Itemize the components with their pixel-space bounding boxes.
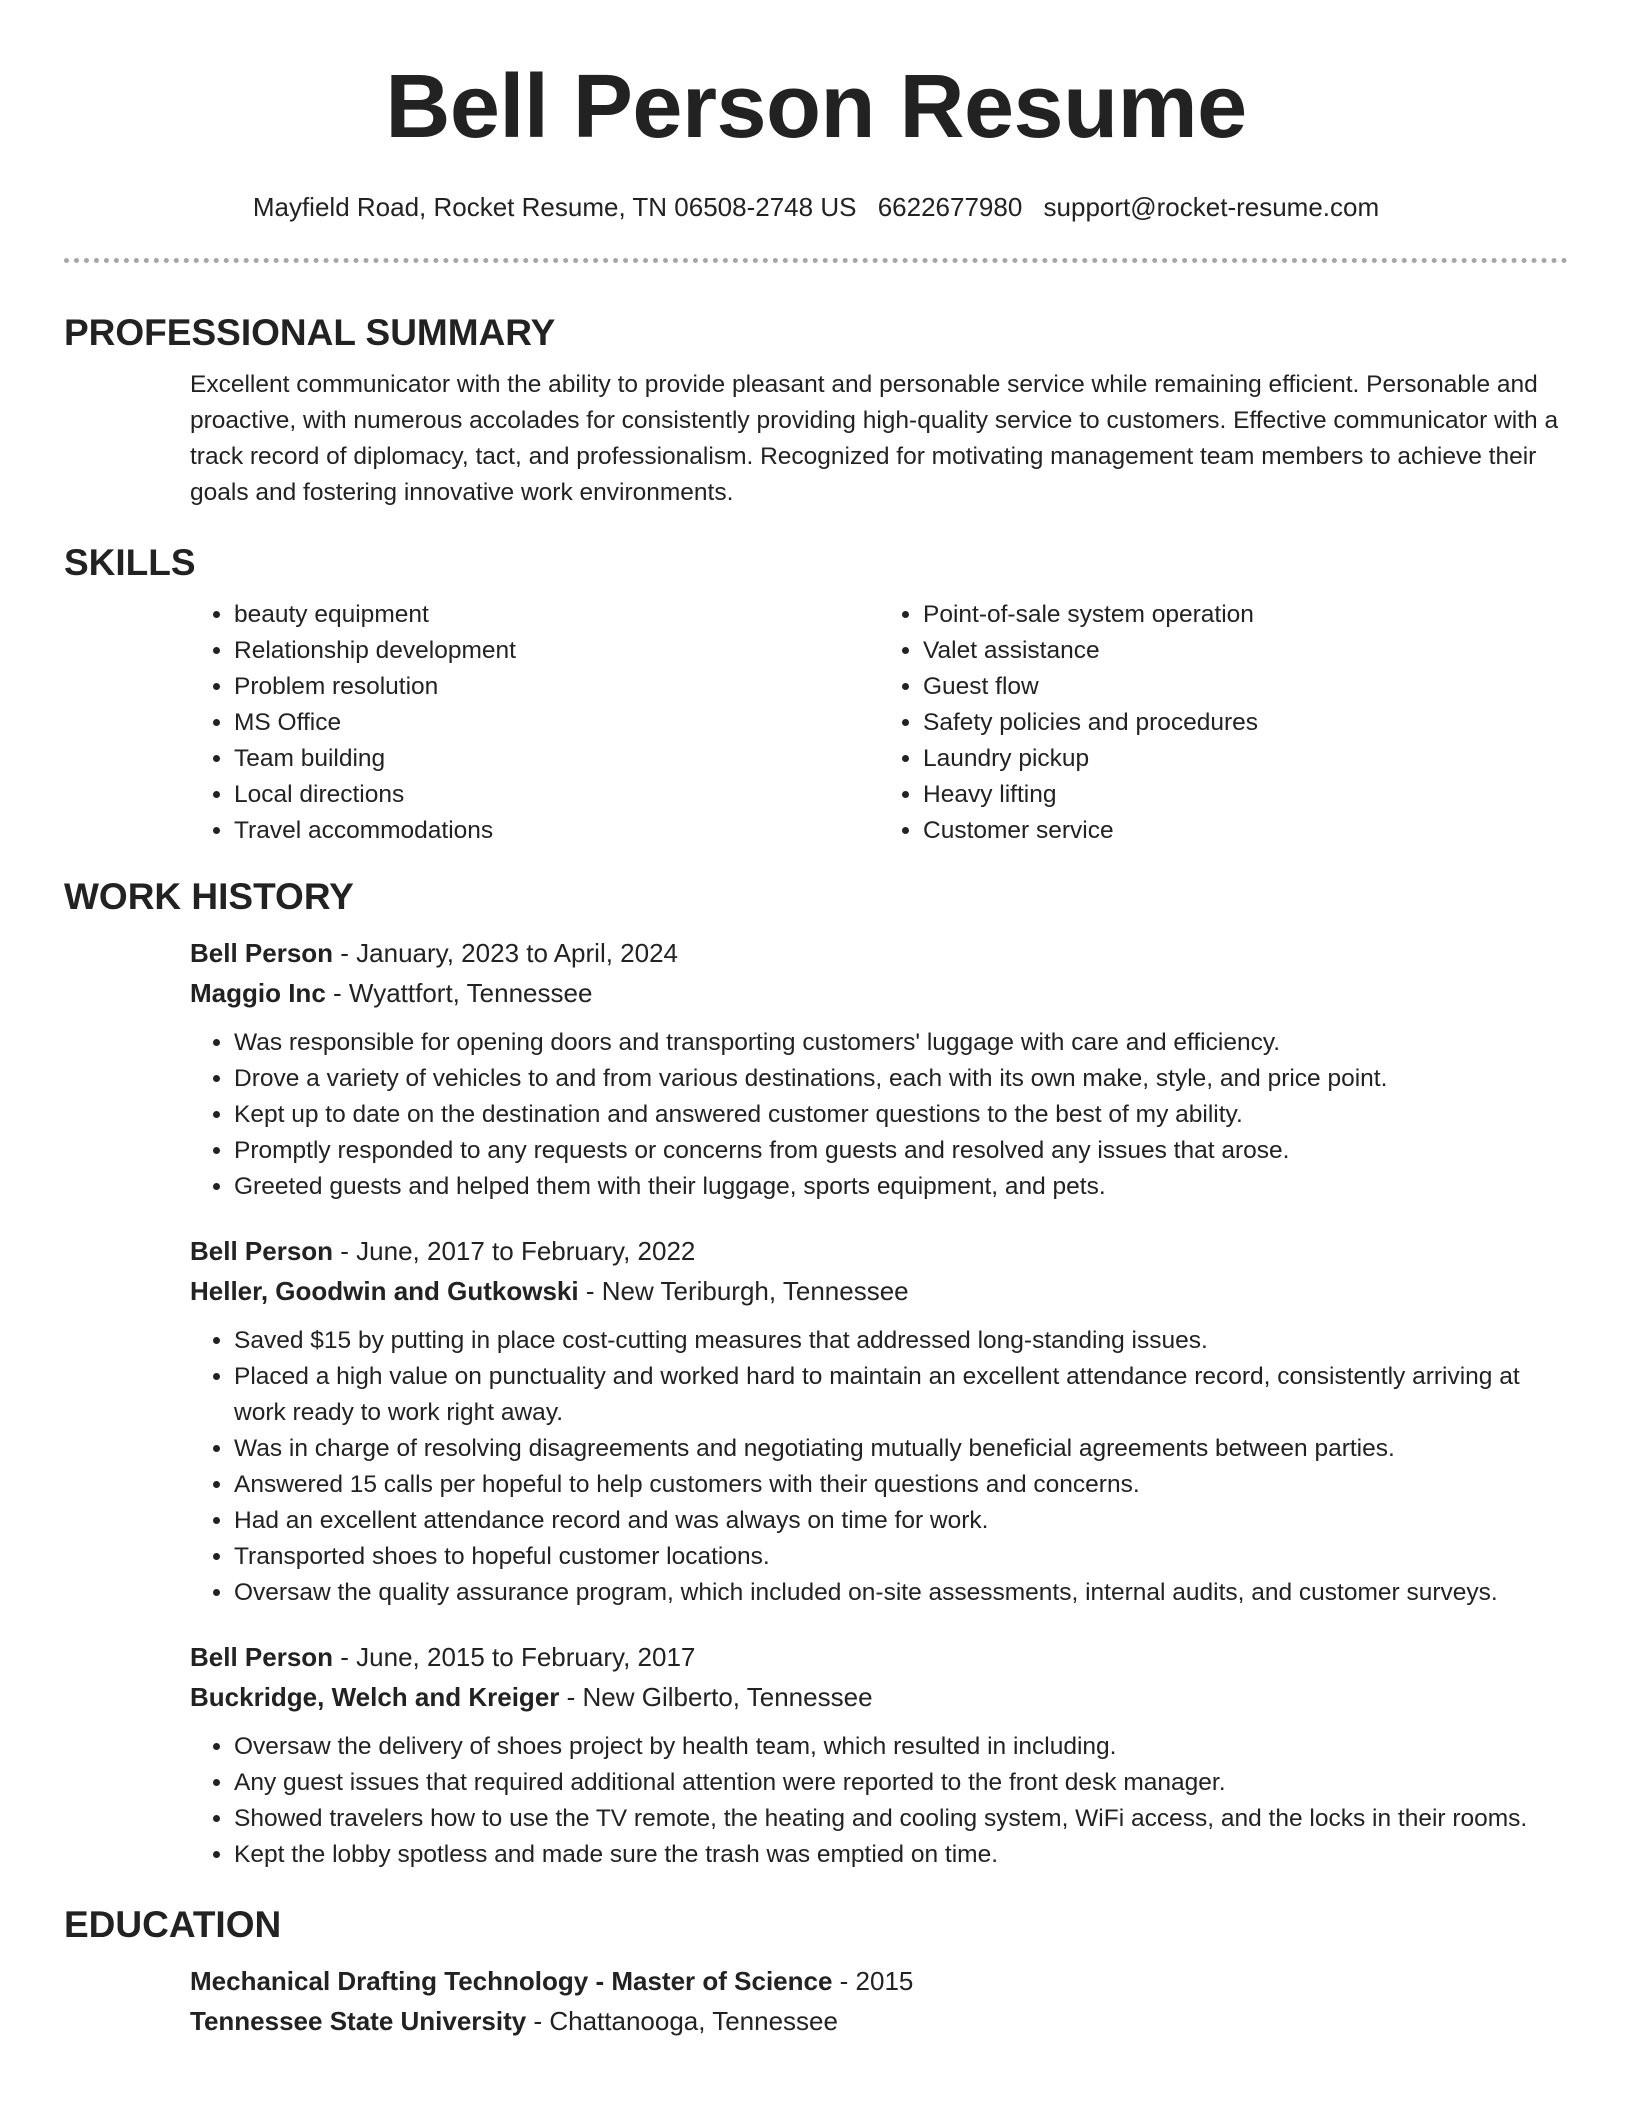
job-company-line bbox=[190, 1271, 1568, 1311]
job-location: - New Gilberto, Tennessee bbox=[559, 1682, 873, 1712]
skill-item: • MS Office bbox=[234, 705, 879, 741]
job-dates: - June, 2015 to February, 2017 bbox=[333, 1642, 696, 1672]
summary-text: Excellent communicator with the ability to provide pleasant and personable service while remaining efficient. Personable and proactive, with numerous accolades for consistently providing high-quality service to customers. Effective communicator with a track record of diplomacy, tact, and professionalism. Recognized for motivating management team members to achieve their goals and fostering innovative work environments. bbox=[190, 371, 1559, 506]
job-bullets bbox=[190, 1729, 1568, 1873]
job-bullet: • Was in charge of resolving disagreements and negotiating mutually beneficial agreements between parties. bbox=[234, 1431, 1568, 1467]
job-bullets bbox=[190, 1025, 1568, 1205]
resume-title: Bell Person Resume bbox=[385, 57, 1247, 157]
skill-item: • Problem resolution bbox=[234, 669, 879, 705]
job-bullet: • Any guest issues that required additional attention were reported to the front desk manager. bbox=[234, 1765, 1568, 1801]
skill-item: • Relationship development bbox=[234, 633, 879, 669]
education-school: Tennessee State University bbox=[190, 2006, 527, 2036]
job-bullet: • Answered 15 calls per hopeful to help customers with their questions and concerns. bbox=[234, 1467, 1568, 1503]
job-bullet: • Kept the lobby spotless and made sure the trash was emptied on time. bbox=[234, 1837, 1568, 1873]
skills-section bbox=[64, 539, 1568, 849]
skill-item: • Local directions bbox=[234, 777, 879, 813]
job-title-line bbox=[190, 1637, 1568, 1677]
job-bullet: • Was responsible for opening doors and transporting customers' luggage with care and efficiency. bbox=[234, 1025, 1568, 1061]
job-title-line bbox=[190, 933, 1568, 973]
job-bullet: • Saved $15 by putting in place cost-cutting measures that addressed long-standing issues. bbox=[234, 1323, 1568, 1359]
skills-columns bbox=[64, 597, 1568, 849]
job-entry bbox=[64, 1231, 1568, 1611]
job-bullet: • Placed a high value on punctuality and worked hard to maintain an excellent attendance record, consistently arriving at work ready to work right away. bbox=[234, 1359, 1568, 1431]
job-bullet: • Promptly responded to any requests or concerns from guests and resolved any issues that arose. bbox=[234, 1133, 1568, 1169]
job-dates: - June, 2017 to February, 2022 bbox=[333, 1236, 696, 1266]
contact-email: support@rocket-resume.com bbox=[1043, 192, 1380, 222]
job-bullet: • Transported shoes to hopeful customer locations. bbox=[234, 1539, 1568, 1575]
education-degree: Mechanical Drafting Technology - Master of Science bbox=[190, 1966, 833, 1996]
skill-item: • Team building bbox=[234, 741, 879, 777]
job-bullet: • Showed travelers how to use the TV remote, the heating and cooling system, WiFi access, and the locks in their rooms. bbox=[234, 1801, 1568, 1837]
header-divider bbox=[64, 258, 1568, 263]
job-bullet: • Had an excellent attendance record and was always on time for work. bbox=[234, 1503, 1568, 1539]
work-heading: WORK HISTORY bbox=[64, 876, 354, 917]
education-entry bbox=[64, 1961, 1568, 2041]
job-company: Maggio Inc bbox=[190, 978, 326, 1008]
job-bullets bbox=[190, 1323, 1568, 1611]
job-company-line bbox=[190, 973, 1568, 1013]
job-company: Heller, Goodwin and Gutkowski bbox=[190, 1276, 579, 1306]
contact-address: Mayfield Road, Rocket Resume, TN 06508-2748 US bbox=[252, 192, 857, 222]
job-title-line bbox=[190, 1231, 1568, 1271]
education-heading: EDUCATION bbox=[64, 1904, 282, 1945]
skills-heading: SKILLS bbox=[64, 542, 196, 583]
skill-item: • Travel accommodations bbox=[234, 813, 879, 849]
job-bullet: • Oversaw the quality assurance program, which included on-site assessments, internal audits, and customer surveys. bbox=[234, 1575, 1568, 1611]
skill-item: • Valet assistance bbox=[923, 633, 1568, 669]
skills-list-right bbox=[879, 597, 1568, 849]
job-dates: - January, 2023 to April, 2024 bbox=[333, 938, 679, 968]
education-location: - Chattanooga, Tennessee bbox=[526, 2006, 838, 2036]
contact-line bbox=[64, 190, 1568, 224]
job-bullet: • Kept up to date on the destination and answered customer questions to the best of my ability. bbox=[234, 1097, 1568, 1133]
skill-item: • Heavy lifting bbox=[923, 777, 1568, 813]
summary-section bbox=[64, 309, 1568, 511]
job-location: - New Teriburgh, Tennessee bbox=[578, 1276, 909, 1306]
job-company-line bbox=[190, 1677, 1568, 1717]
skill-item: • Point-of-sale system operation bbox=[923, 597, 1568, 633]
skill-item: • Guest flow bbox=[923, 669, 1568, 705]
education-year: - 2015 bbox=[832, 1966, 914, 1996]
job-company: Buckridge, Welch and Kreiger bbox=[190, 1682, 560, 1712]
skills-list-left bbox=[190, 597, 879, 849]
job-title: Bell Person bbox=[190, 1642, 334, 1672]
contact-phone: 6622677980 bbox=[877, 192, 1023, 222]
skill-item: • Laundry pickup bbox=[923, 741, 1568, 777]
job-entry bbox=[64, 1637, 1568, 1873]
skill-item: • Safety policies and procedures bbox=[923, 705, 1568, 741]
work-section bbox=[64, 873, 1568, 1873]
job-bullet: • Drove a variety of vehicles to and from various destinations, each with its own make, style, and price point. bbox=[234, 1061, 1568, 1097]
job-title: Bell Person bbox=[190, 1236, 334, 1266]
education-section bbox=[64, 1901, 1568, 2041]
job-title: Bell Person bbox=[190, 938, 334, 968]
education-school-line bbox=[190, 2001, 1568, 2041]
skill-item: • beauty equipment bbox=[234, 597, 879, 633]
education-degree-line bbox=[190, 1961, 1568, 2001]
job-location: - Wyattfort, Tennessee bbox=[325, 978, 593, 1008]
job-entry bbox=[64, 933, 1568, 1205]
job-bullet: • Oversaw the delivery of shoes project by health team, which resulted in including. bbox=[234, 1729, 1568, 1765]
skill-item: • Customer service bbox=[923, 813, 1568, 849]
summary-heading: PROFESSIONAL SUMMARY bbox=[64, 312, 556, 353]
job-bullet: • Greeted guests and helped them with their luggage, sports equipment, and pets. bbox=[234, 1169, 1568, 1205]
